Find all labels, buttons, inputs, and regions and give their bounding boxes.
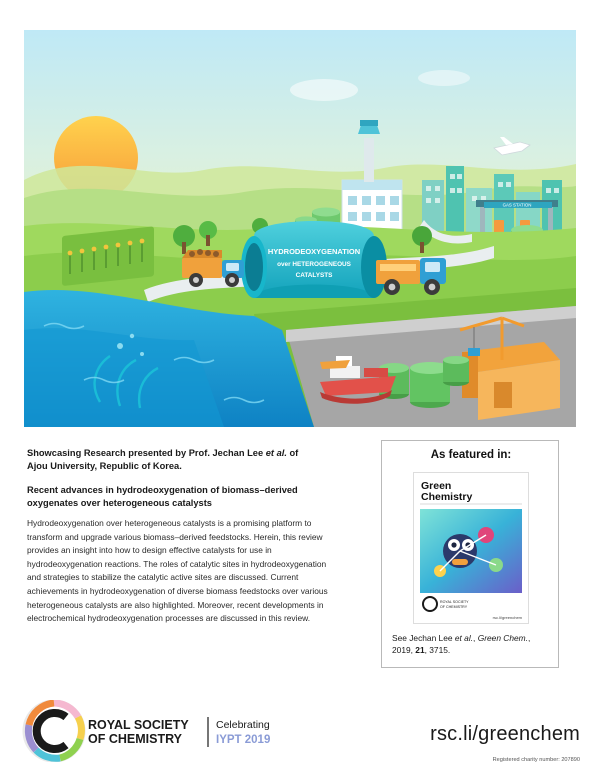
- as-featured-in-panel: [381, 440, 559, 668]
- charity-number: Registered charity number: 207890: [492, 757, 580, 763]
- logo-line-1: ROYAL SOCIETY: [88, 718, 189, 732]
- svg-text:GAS STATION: GAS STATION: [502, 202, 532, 208]
- hydrodeoxygenation-banner: [241, 221, 387, 298]
- citation-volume: 21: [415, 644, 425, 655]
- citation-mid: ,: [473, 633, 478, 643]
- citation-year: 2019,: [392, 644, 416, 655]
- showcase-prefix: Showcasing Research presented by Prof. Jechan Lee: [27, 448, 266, 458]
- showcase-suffix: of: [286, 448, 299, 458]
- banner-line-1: HYDRODEOXYGENATION: [267, 247, 361, 256]
- article-abstract: Hydrodeoxygenation over heterogeneous catalysts is a promising platform to transform and upgrade various biomass–derived feedstocks. Herein, this review provides an insight into how to design effective catalysts for use in hydrodeoxygenation reactions. The roles of catalytic sites in hydrodeoxygenation and strategies to stabilize the catalytic active sites are discussed. Current achievements in hydrodeoxygenation of diverse biomass feedstocks over various heterogeneous catalysts are also highlighted. Moreover, recent developments in electrochemical hydrodeoxygenation processes are discussed in this review.: [27, 518, 328, 624]
- journal-citation: [392, 633, 550, 657]
- logo-iypt: IYPT 2019: [216, 734, 271, 746]
- logo-line-2: OF CHEMISTRY: [88, 732, 182, 746]
- as-featured-in-heading: As featured in:: [430, 449, 512, 461]
- journal-title-line-2: Chemistry: [421, 491, 473, 503]
- cover-artwork-illustration: [24, 30, 576, 427]
- showcase-line: [27, 447, 347, 473]
- rsc-logo: [22, 700, 282, 762]
- logo-ring-icon: [26, 703, 82, 759]
- journal-cover-thumbnail[interactable]: [413, 472, 529, 624]
- article-title: Recent advances in hydrodeoxygenation of biomass–derived oxygenates over heterogeneous catalysts: [27, 485, 298, 509]
- svg-text:OF CHEMISTRY: OF CHEMISTRY: [440, 605, 468, 609]
- green-chemistry-cover-image: [414, 473, 528, 623]
- royal-society-of-chemistry-logo: [22, 700, 282, 762]
- banner-line-2: over HETEROGENEOUS: [277, 261, 351, 268]
- svg-text:ROYAL SOCIETY: ROYAL SOCIETY: [440, 600, 469, 604]
- logo-celebrating: Celebrating: [216, 719, 270, 731]
- showcase-affiliation: Ajou University, Republic of Korea.: [27, 461, 182, 472]
- crop-field: [62, 226, 154, 286]
- citation-prefix: See Jechan Lee: [392, 633, 455, 643]
- citation-suffix: ,: [527, 633, 531, 643]
- journal-url[interactable]: rsc.li/greenchem: [430, 723, 580, 745]
- citation-pages: , 3715.: [424, 644, 451, 655]
- cover-artwork: [24, 30, 576, 427]
- journal-title-line-1: Green: [421, 480, 452, 492]
- journal-cover-url: rsc.li/greenchem: [492, 615, 522, 620]
- showcase-etal: et al.: [265, 448, 287, 458]
- banner-line-3: CATALYSTS: [295, 272, 333, 279]
- citation-etal: et al.: [454, 633, 474, 643]
- citation-journal: Green Chem.: [477, 633, 528, 643]
